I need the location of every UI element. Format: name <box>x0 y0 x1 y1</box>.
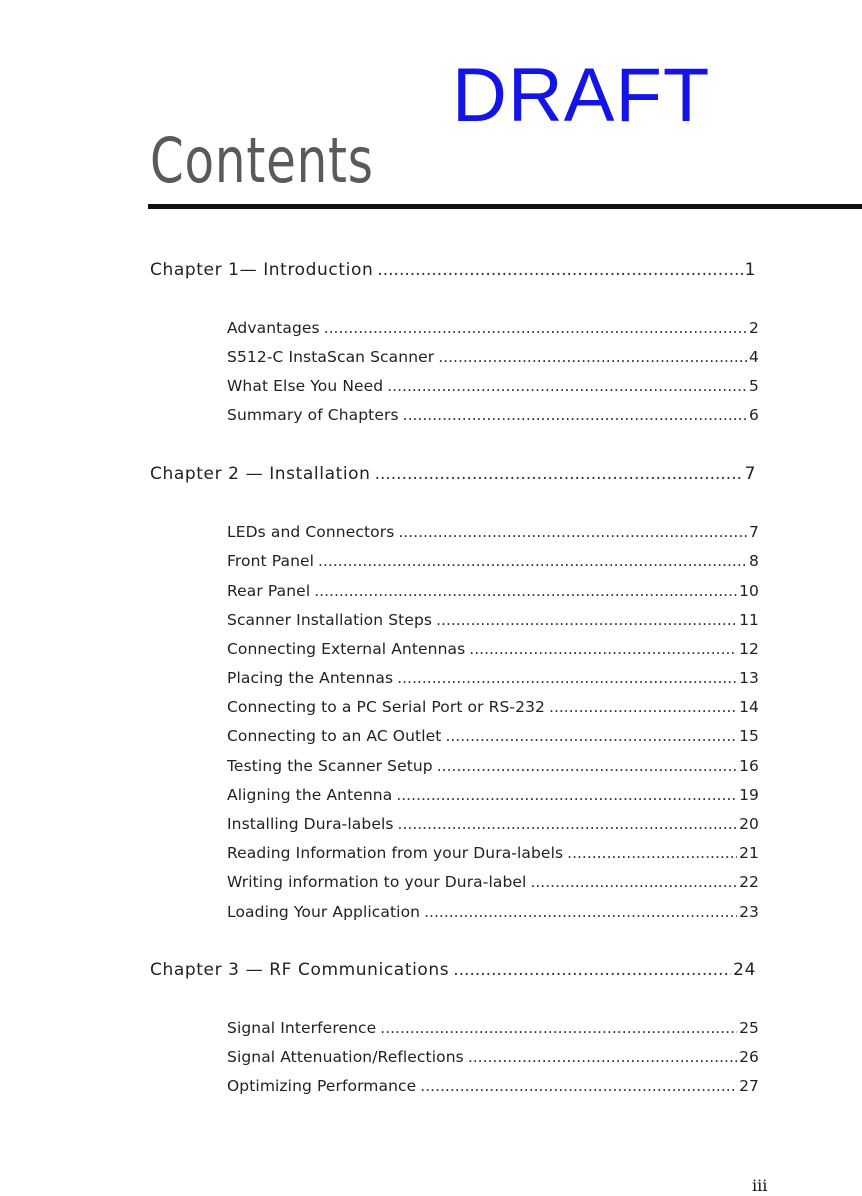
toc-section[interactable] <box>227 403 759 427</box>
dot-leader <box>453 958 731 982</box>
toc-page-number: 6 <box>749 406 759 424</box>
toc-section[interactable] <box>227 374 759 398</box>
toc-page-number: 12 <box>739 640 759 658</box>
toc-section[interactable] <box>227 724 759 748</box>
dot-leader <box>396 783 737 807</box>
page-title: Contents <box>150 124 374 197</box>
toc-page-number: 14 <box>739 698 759 716</box>
dot-leader <box>437 754 737 778</box>
toc-section-label: S512-C InstaScan Scanner <box>227 348 435 366</box>
toc-section[interactable] <box>227 1074 759 1098</box>
toc-page-number: 10 <box>739 582 759 600</box>
toc-section-label: Rear Panel <box>227 582 311 600</box>
toc-chapter-label: Chapter 2 — Installation <box>150 464 371 484</box>
toc-section[interactable] <box>227 812 759 836</box>
toc-section-label: Signal Interference <box>227 1019 377 1037</box>
toc-section[interactable] <box>227 608 759 632</box>
toc-chapter-2[interactable] <box>150 462 756 486</box>
toc-section[interactable] <box>227 549 759 573</box>
toc-chapter-label: Chapter 3 — RF Communications <box>150 960 450 980</box>
dot-leader <box>438 345 747 369</box>
dot-leader <box>314 579 737 603</box>
dot-leader <box>549 695 737 719</box>
dot-leader <box>377 258 742 282</box>
dot-leader <box>324 316 747 340</box>
toc-page-number: 26 <box>739 1048 759 1066</box>
toc-section-label: Scanner Installation Steps <box>227 611 433 629</box>
dot-leader <box>567 841 737 865</box>
toc-section-label: Writing information to your Dura-label <box>227 873 527 891</box>
dot-leader <box>530 870 737 894</box>
toc-section[interactable] <box>227 900 759 924</box>
draft-watermark: DRAFT <box>452 53 711 138</box>
toc-section-label: Testing the Scanner Setup <box>227 757 433 775</box>
dot-leader <box>424 900 737 924</box>
toc-page-number: 4 <box>749 348 759 366</box>
dot-leader <box>445 724 737 748</box>
toc-page-number: 20 <box>739 815 759 833</box>
dot-leader <box>397 666 737 690</box>
toc-chapter-3[interactable] <box>150 958 756 982</box>
toc-section[interactable] <box>227 666 759 690</box>
dot-leader <box>387 374 747 398</box>
dot-leader <box>318 549 747 573</box>
toc-section-label: Connecting to a PC Serial Port or RS-232 <box>227 698 546 716</box>
toc-section-label: Optimizing Performance <box>227 1077 417 1095</box>
toc-section-label: Loading Your Application <box>227 903 421 921</box>
toc-page-number: 16 <box>739 757 759 775</box>
toc-page-number: 11 <box>739 611 759 629</box>
toc-chapter-1[interactable] <box>150 258 756 282</box>
toc-page-number: 1 <box>744 260 756 280</box>
toc-section-label: LEDs and Connectors <box>227 523 395 541</box>
toc-page-number: 27 <box>739 1077 759 1095</box>
toc-page-number: 22 <box>739 873 759 891</box>
toc-section[interactable] <box>227 345 759 369</box>
toc-section[interactable] <box>227 520 759 544</box>
toc-section-label: Connecting External Antennas <box>227 640 466 658</box>
dot-leader <box>375 462 743 486</box>
toc-section-label: Summary of Chapters <box>227 406 399 424</box>
toc-page-number: 24 <box>733 960 756 980</box>
toc-section[interactable] <box>227 754 759 778</box>
toc-section[interactable] <box>227 1016 759 1040</box>
toc-section-label: Reading Information from your Dura-labels <box>227 844 564 862</box>
dot-leader <box>469 637 737 661</box>
dot-leader <box>380 1016 737 1040</box>
toc-page-number: 7 <box>744 464 756 484</box>
toc-section[interactable] <box>227 783 759 807</box>
toc-section[interactable] <box>227 870 759 894</box>
toc-section-label: What Else You Need <box>227 377 384 395</box>
toc-section-label: Aligning the Antenna <box>227 786 393 804</box>
toc-page-number: 8 <box>749 552 759 570</box>
toc-section-label: Placing the Antennas <box>227 669 394 687</box>
toc-section[interactable] <box>227 1045 759 1069</box>
toc-section-label: Installing Dura-labels <box>227 815 394 833</box>
dot-leader <box>403 403 747 427</box>
toc-section[interactable] <box>227 695 759 719</box>
dot-leader <box>398 520 747 544</box>
toc-section-label: Connecting to an AC Outlet <box>227 727 442 745</box>
dot-leader <box>436 608 737 632</box>
toc-section-label: Advantages <box>227 319 320 337</box>
page-number-footer: iii <box>752 1176 768 1195</box>
toc-chapter-label: Chapter 1— Introduction <box>150 260 374 280</box>
toc-page-number: 19 <box>739 786 759 804</box>
toc-section[interactable] <box>227 841 759 865</box>
toc-section-label: Signal Attenuation/Reflections <box>227 1048 464 1066</box>
toc-page-number: 15 <box>739 727 759 745</box>
toc-section[interactable] <box>227 316 759 340</box>
dot-leader <box>420 1074 737 1098</box>
toc-section[interactable] <box>227 579 759 603</box>
toc-section-label: Front Panel <box>227 552 315 570</box>
toc-page-number: 25 <box>739 1019 759 1037</box>
toc-section[interactable] <box>227 637 759 661</box>
toc-page-number: 13 <box>739 669 759 687</box>
toc-page-number: 7 <box>749 523 759 541</box>
dot-leader <box>398 812 738 836</box>
toc-page-number: 21 <box>739 844 759 862</box>
toc-page-number: 5 <box>749 377 759 395</box>
toc-page-number: 23 <box>739 903 759 921</box>
toc-page-number: 2 <box>749 319 759 337</box>
dot-leader <box>468 1045 737 1069</box>
